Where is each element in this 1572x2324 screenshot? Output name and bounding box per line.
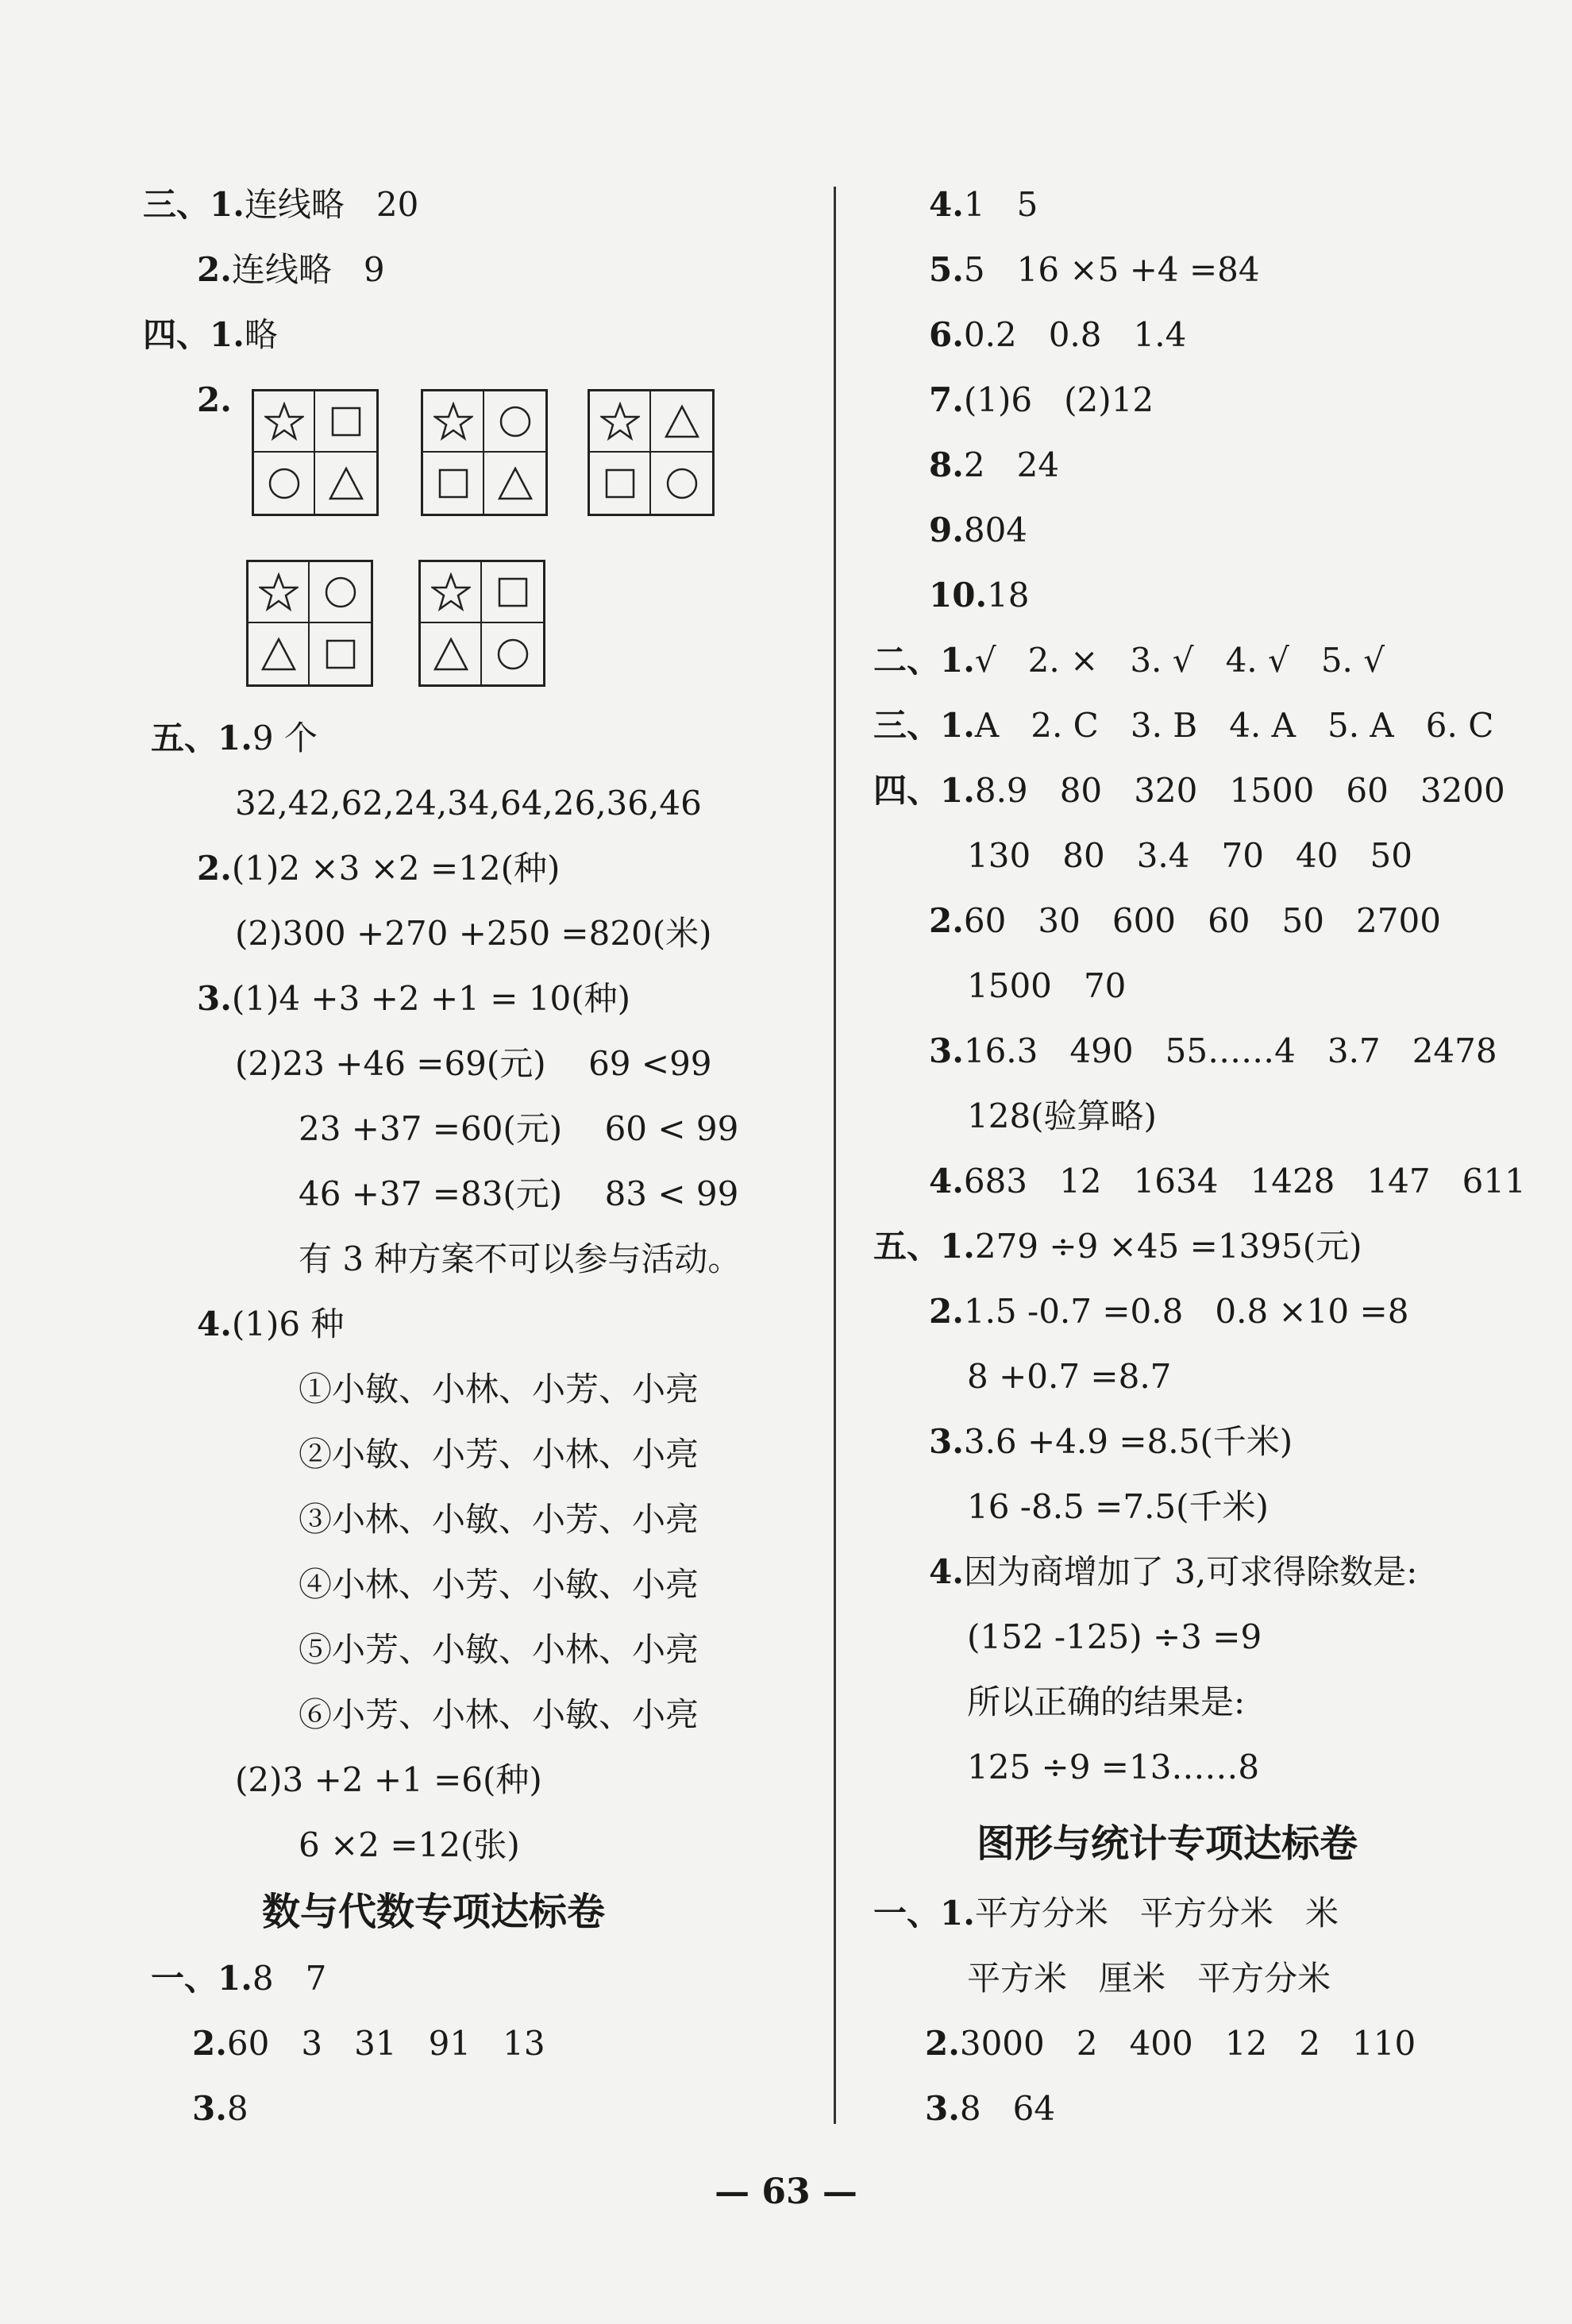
answer-line: 2.1.5 -0.7 =0.8 0.8 ×10 =8: [929, 1292, 1409, 1331]
answer-line: 所以正确的结果是:: [967, 1682, 1246, 1721]
answer-line: 23 +37 =60(元) 60 < 99: [299, 1109, 739, 1148]
shape-grid: [252, 389, 379, 516]
answer-line: 二、1.√ 2. × 3. √ 4. √ 5. √: [873, 641, 1385, 680]
square-icon: [315, 391, 376, 453]
answer-line: 一、1.8 7: [151, 1959, 327, 1998]
shape-grid: [421, 389, 548, 516]
answer-line: (2)23 +46 =69(元) 69 <99: [235, 1044, 712, 1083]
star-icon: [590, 391, 651, 453]
square-icon: [590, 453, 651, 514]
answer-line: 三、1.连线略 20: [143, 185, 419, 224]
answer-line: 4.因为商增加了 3,可求得除数是:: [929, 1552, 1418, 1591]
triangle-icon: [421, 623, 482, 684]
section-title: 图形与统计专项达标卷: [977, 1821, 1358, 1866]
answer-line: 2.连线略 9: [197, 250, 385, 289]
answer-line: 平方米 厘米 平方分米: [967, 1959, 1331, 1998]
answer-line: ②小敏、小芳、小林、小亮: [299, 1435, 699, 1474]
triangle-icon: [315, 453, 376, 514]
answer-line: 7.(1)6 (2)12: [929, 380, 1154, 419]
answer-line: 2.3000 2 400 12 2 110: [925, 2024, 1416, 2063]
answer-line: ①小敏、小林、小芳、小亮: [299, 1370, 699, 1409]
answer-line: ⑥小芳、小林、小敏、小亮: [299, 1695, 699, 1734]
answer-line: 四、1.略: [143, 315, 278, 354]
answer-line: 6.0.2 0.8 1.4: [929, 315, 1187, 354]
answer-line: 4.683 12 1634 1428 147 611: [929, 1162, 1526, 1201]
answer-line: 5.5 16 ×5 +4 =84: [929, 250, 1260, 289]
circle-icon: [310, 562, 371, 623]
answer-line: ④小林、小芳、小敏、小亮: [299, 1565, 699, 1604]
shape-grid: [246, 560, 373, 687]
answer-line: 2.60 30 600 60 50 2700: [929, 901, 1441, 940]
shape-grid: [418, 560, 545, 687]
answer-line: 3.16.3 490 55……4 3.7 2478: [929, 1031, 1497, 1070]
answer-line: 8.2 24: [929, 445, 1060, 484]
answer-line: 128(验算略): [967, 1096, 1157, 1135]
answer-line: 五、1.279 ÷9 ×45 =1395(元): [873, 1227, 1362, 1266]
square-icon: [310, 623, 371, 684]
circle-icon: [651, 453, 712, 514]
answer-line: 4.1 5: [929, 185, 1038, 224]
answer-line: 8 +0.7 =8.7: [967, 1357, 1172, 1396]
answer-line: 2.(1)2 ×3 ×2 =12(种): [197, 849, 561, 888]
answer-line: 32,42,62,24,34,64,26,36,46: [235, 784, 702, 823]
square-icon: [482, 562, 543, 623]
answer-line: 有 3 种方案不可以参与活动。: [299, 1239, 742, 1278]
answer-line: 125 ÷9 =13……8: [967, 1748, 1260, 1786]
circle-icon: [254, 453, 315, 514]
section-title: 数与代数专项达标卷: [262, 1890, 606, 1934]
answer-line: 2.: [197, 380, 232, 419]
answer-line: 三、1.A 2. C 3. B 4. A 5. A 6. C: [873, 706, 1494, 745]
answer-line: 46 +37 =83(元) 83 < 99: [299, 1174, 739, 1213]
answer-line: (2)300 +270 +250 =820(米): [235, 914, 712, 953]
page-number: — 63 —: [715, 2172, 857, 2212]
shape-grid: [588, 389, 715, 516]
answer-line: 130 80 3.4 70 40 50: [967, 836, 1412, 875]
answer-line: (152 -125) ÷3 =9: [967, 1617, 1262, 1656]
star-icon: [249, 562, 310, 623]
star-icon: [423, 391, 484, 453]
square-icon: [423, 453, 484, 514]
star-icon: [421, 562, 482, 623]
triangle-icon: [249, 623, 310, 684]
circle-icon: [484, 391, 545, 453]
answer-line: 2.60 3 31 91 13: [192, 2024, 545, 2063]
answer-line: 3.8: [192, 2089, 249, 2128]
star-icon: [254, 391, 315, 453]
answer-line: 五、1.9 个: [151, 719, 318, 757]
answer-line: 3.3.6 +4.9 =8.5(千米): [929, 1422, 1293, 1461]
answer-line: 10.18: [929, 576, 1030, 615]
answer-line: 一、1.平方分米 平方分米 米: [873, 1894, 1339, 1933]
answer-line: 四、1.8.9 80 320 1500 60 3200: [873, 771, 1505, 810]
answer-line: 3.8 64: [925, 2089, 1056, 2128]
answer-line: ⑤小芳、小敏、小林、小亮: [299, 1630, 699, 1669]
answer-line: 3.(1)4 +3 +2 +1 = 10(种): [197, 979, 630, 1018]
answer-line: ③小林、小敏、小芳、小亮: [299, 1500, 699, 1539]
triangle-icon: [484, 453, 545, 514]
circle-icon: [482, 623, 543, 684]
triangle-icon: [651, 391, 712, 453]
answer-line: 9.804: [929, 511, 1028, 549]
answer-line: 1500 70: [967, 966, 1127, 1005]
answer-line: (2)3 +2 +1 =6(种): [235, 1760, 542, 1799]
answer-line: 6 ×2 =12(张): [299, 1825, 520, 1864]
column-divider: [834, 187, 836, 2124]
answer-line: 4.(1)6 种: [197, 1305, 345, 1343]
answer-line: 16 -8.5 =7.5(千米): [967, 1487, 1269, 1526]
